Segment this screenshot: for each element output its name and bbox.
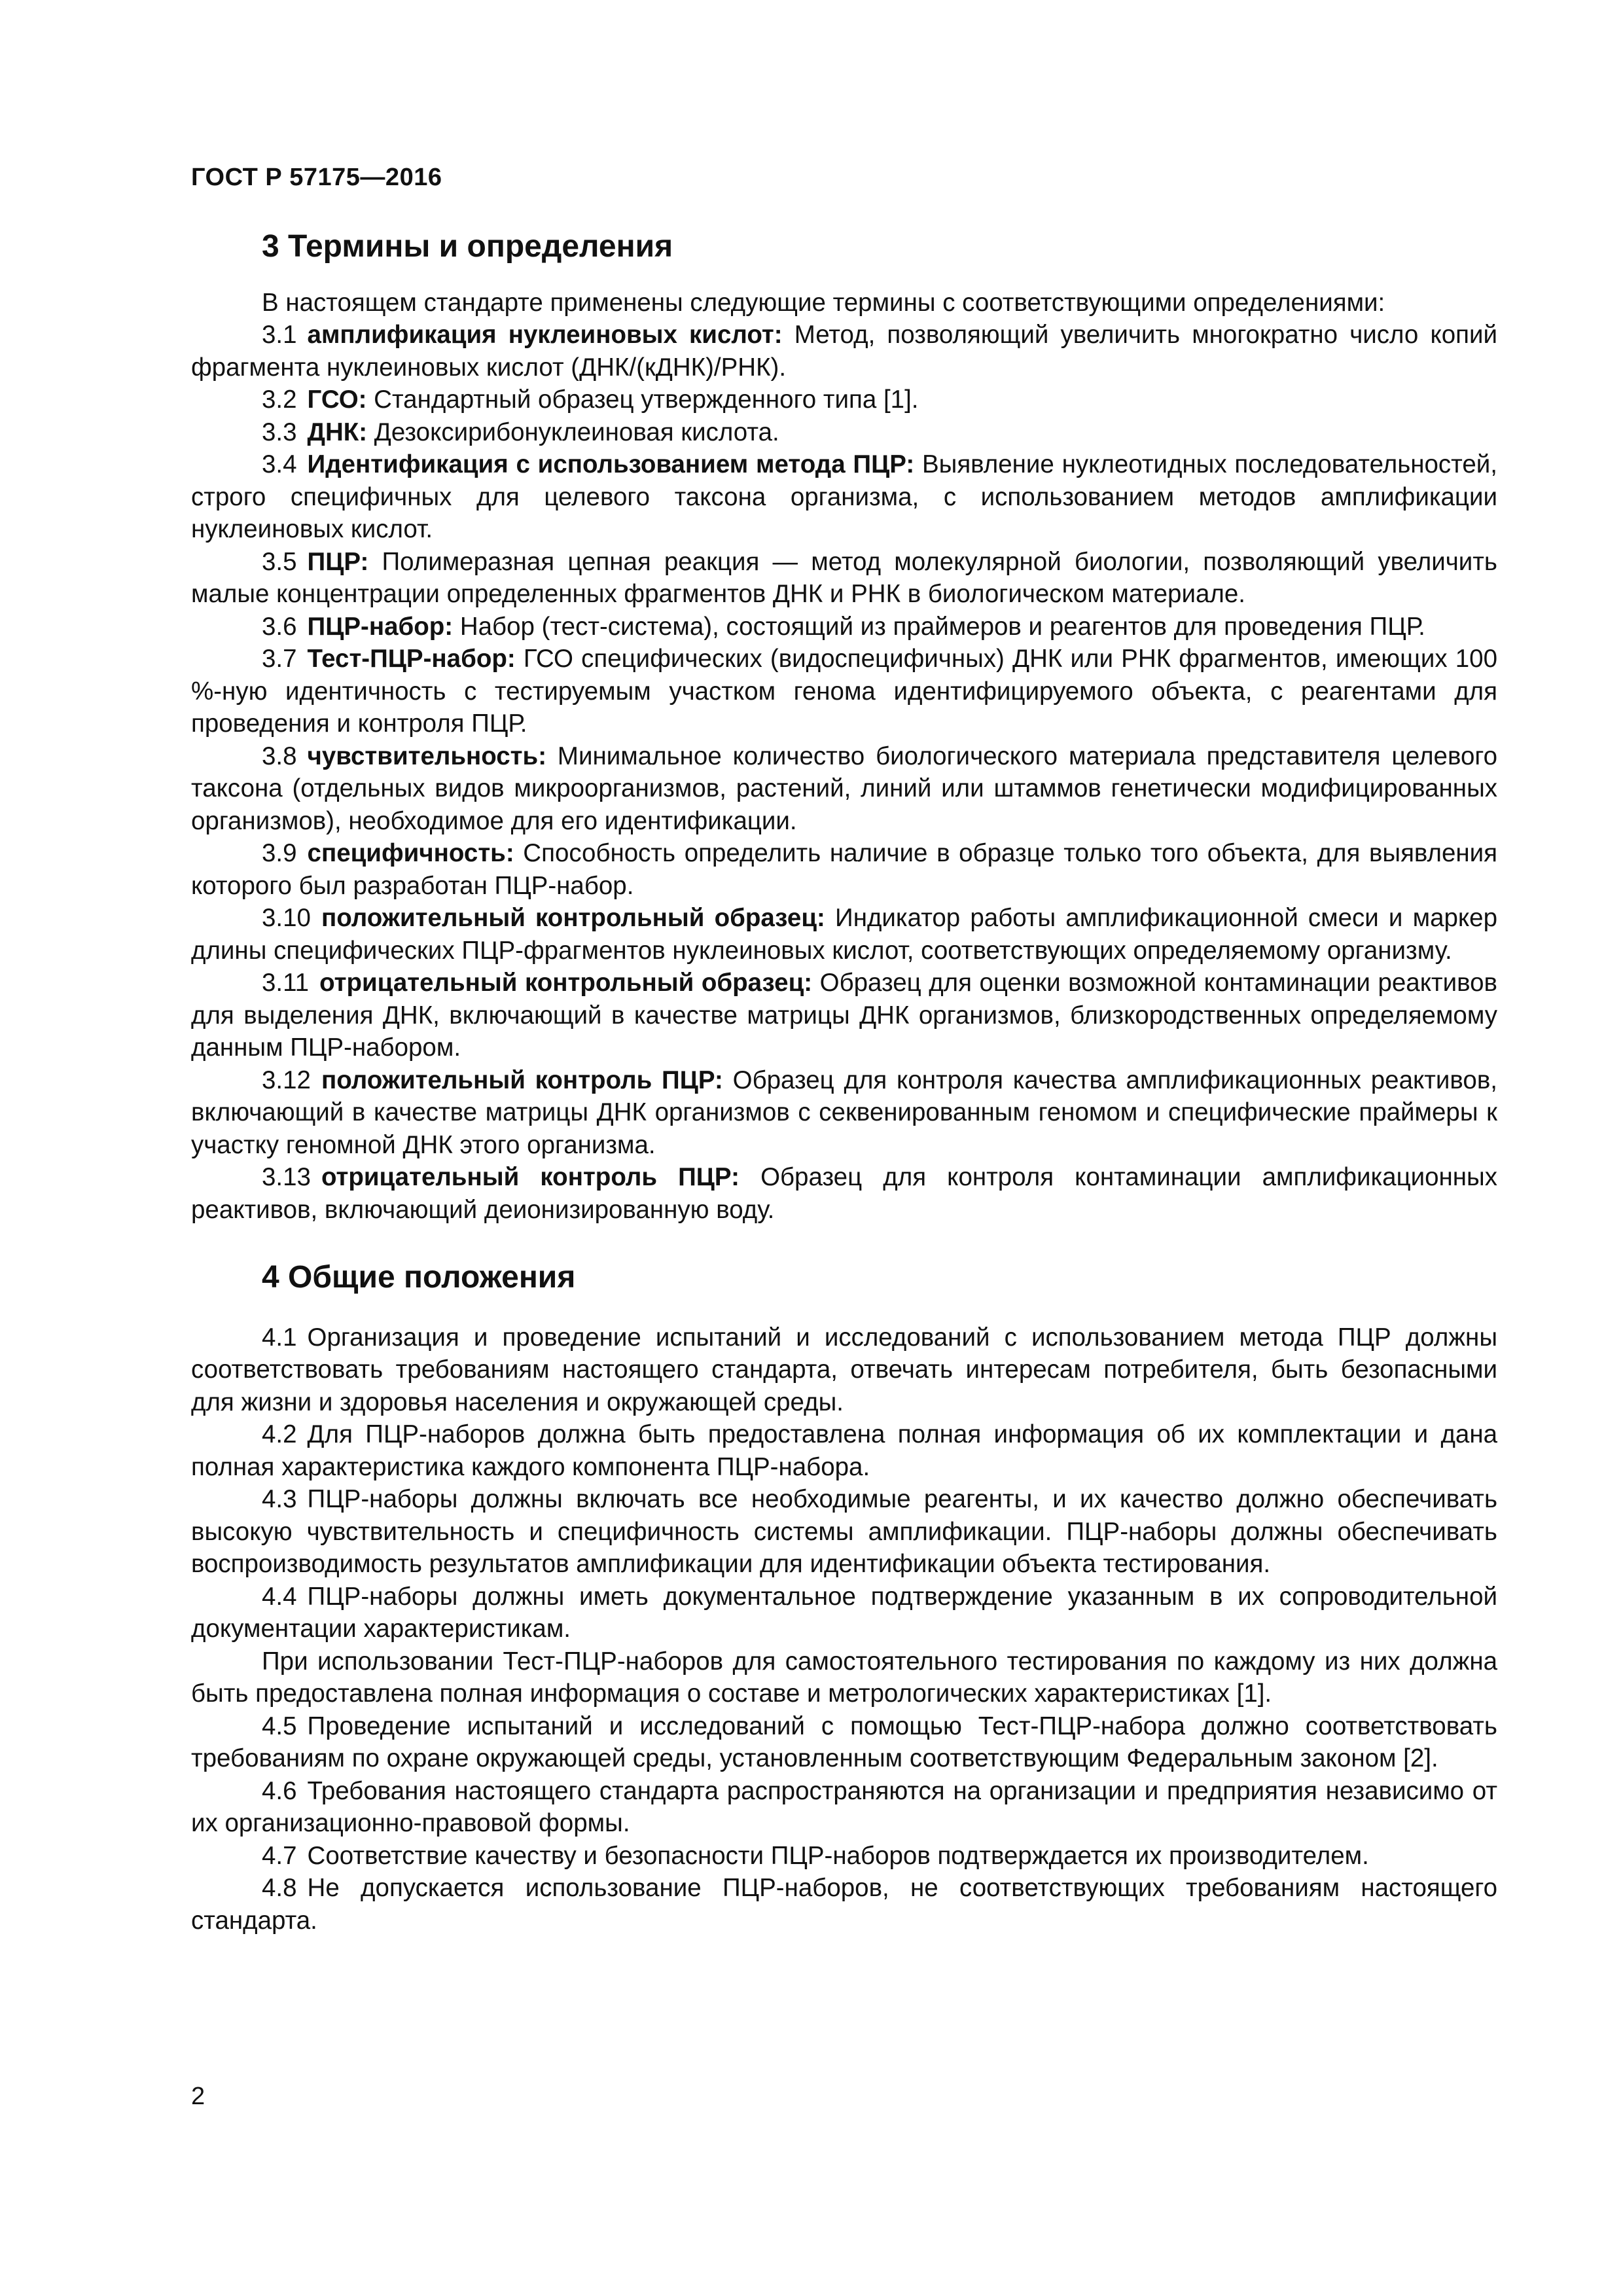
clause-4-4: 4.4 ПЦР-наборы должны иметь документальное подтверждение указанным в их сопроводительной документации характеристикам. (191, 1582, 1497, 1643)
term-3-4: 3.4 Идентификация с использованием метода ПЦР: Выявление нуклеотидных последовательностей, строго специфичных для целевого таксона организма, с использованием методов амплификации нуклеиновых кислот. (191, 450, 1497, 543)
clause-4-8: 4.8 Не допускается использование ПЦР-наборов, не соответствующих требованиям настоящего стандарта. (191, 1874, 1497, 1935)
clause-4-2: 4.2 Для ПЦР-наборов должна быть предоставлена полная информация об их комплектации и дана полная характеристика каждого компонента ПЦР-набора. (191, 1420, 1497, 1481)
page-number: 2 (191, 2083, 205, 2110)
clause-4-1: 4.1 Организация и проведение испытаний и исследований с использованием метода ПЦР должны соответствовать требованиям настоящего стандарта, отвечать интересам потребителя, быть безопасными для жизни и здоровья населения и окружающей среды. (191, 1323, 1497, 1416)
term-3-1: 3.1 амплификация нуклеиновых кислот: Метод, позволяющий увеличить многократно число копий фрагмента нуклеиновых кислот (ДНК/(кДНК)/РНК). (191, 321, 1497, 382)
term-3-7: 3.7 Тест-ПЦР-набор: ГСО специфических (видоспецифичных) ДНК или РНК фрагментов, имеющих 100 %-ную идентичность с тестируемым участком генома идентифицируемого объекта, с реагентами для проведения и контроля ПЦР. (191, 645, 1497, 738)
term-3-2: 3.2 ГСО: Стандартный образец утвержденного типа [1]. (262, 386, 919, 414)
term-3-11: 3.11 отрицательный контрольный образец: Образец для оценки возможной контаминации реактивов для выделения ДНК, включающий в качестве матрицы ДНК организмов, близкородственных определяемому данным ПЦР-набором. (191, 969, 1497, 1062)
term-3-5: 3.5 ПЦР: Полимеразная цепная реакция — метод молекулярной биологии, позволяющий увеличить малые концентрации определенных фрагментов ДНК и РНК в биологическом материале. (191, 547, 1497, 608)
clause-4-4-note: При использовании Тест-ПЦР-наборов для самостоятельного тестирования по каждому из них должна быть предоставлена полная информация о составе и метрологических характеристиках [1]. (191, 1647, 1497, 1708)
term-3-6: 3.6 ПЦР-набор: Набор (тест-система), состоящий из праймеров и реагентов для проведения ПЦР. (262, 612, 1425, 641)
section-3-intro: В настоящем стандарте применены следующие термины с соответствующими определениями: (262, 288, 1385, 317)
document-body (191, 216, 1497, 1937)
term-3-9: 3.9 специфичность: Способность определить наличие в образце только того объекта, для выявления которого был разработан ПЦР-набор. (191, 839, 1497, 900)
section-3-heading: 3 Термины и определения (262, 229, 673, 264)
document-header: ГОСТ Р 57175—2016 (191, 164, 442, 191)
term-3-3: 3.3 ДНК: Дезоксирибонуклеиновая кислота. (262, 418, 779, 446)
clause-4-3: 4.3 ПЦР-наборы должны включать все необходимые реагенты, и их качество должно обеспечивать высокую чувствительность и специфичность системы амплификации. ПЦР-наборы должны обеспечивать воспроизводимость результатов амплификации для идентификации объекта тестирования. (191, 1485, 1497, 1578)
clause-4-6: 4.6 Требования настоящего стандарта распространяются на организации и предприятия независимо от их организационно-правовой формы. (191, 1776, 1497, 1837)
term-3-12: 3.12 положительный контроль ПЦР: Образец для контроля качества амплификационных реактивов, включающий в качестве матрицы ДНК организмов с секвенированным геномом и специфические праймеры к участку геномной ДНК этого организма. (191, 1066, 1497, 1159)
term-3-8: 3.8 чувствительность: Минимальное количество биологического материала представителя целевого таксона (отдельных видов микроорганизмов, растений, линий или штаммов генетически модифицированных организмов), необходимое для его идентификации. (191, 742, 1497, 835)
section-4-heading: 4 Общие положения (262, 1260, 576, 1295)
clause-4-7: 4.7 Соответствие качеству и безопасности ПЦР-наборов подтверждается их производителем. (262, 1841, 1369, 1870)
clause-4-5: 4.5 Проведение испытаний и исследований с помощью Тест-ПЦР-набора должно соответствовать требованиям по охране окружающей среды, установленным соответствующим Федеральным законом [2]. (191, 1712, 1497, 1772)
term-3-13: 3.13 отрицательный контроль ПЦР: Образец для контроля контаминации амплификационных реактивов, включающий деионизированную воду. (191, 1163, 1497, 1224)
term-3-10: 3.10 положительный контрольный образец: Индикатор работы амплификационной смеси и маркер длины специфических ПЦР-фрагментов нуклеиновых кислот, соответствующих определяемому организму. (191, 904, 1498, 965)
